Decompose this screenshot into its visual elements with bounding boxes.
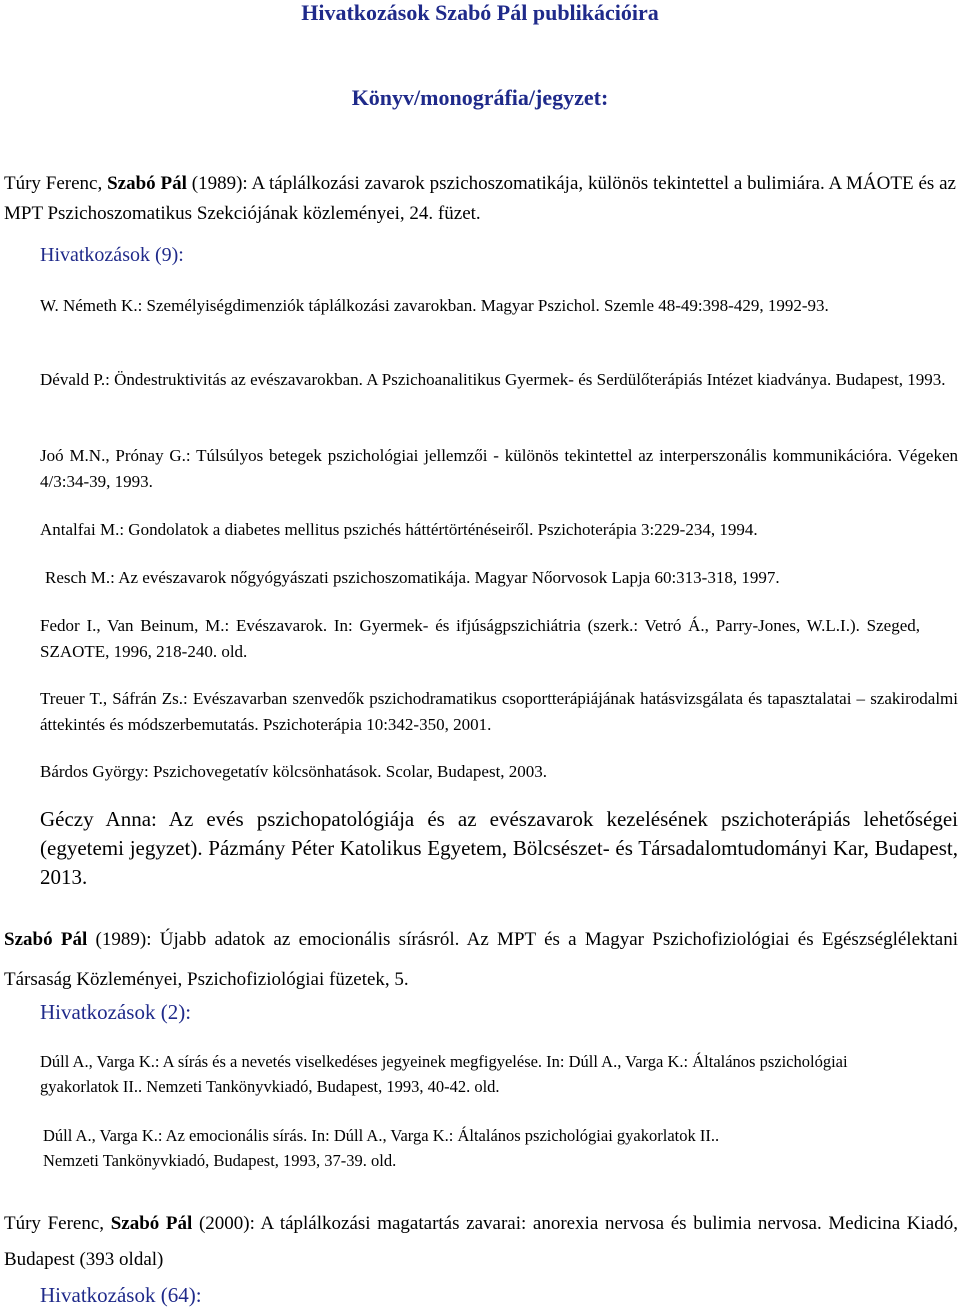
publication-author-highlight: Szabó Pál — [4, 929, 88, 950]
citation-item: Dévald P.: Öndestruktivitás az evészavarokban. A Pszichoanalitikus Gyermek- és Serdülőterápiás Intézet kiadványa. Budapest, 1993. — [40, 370, 946, 389]
section-subtitle: Könyv/monográfia/jegyzet: — [351, 85, 609, 110]
publication-entry — [4, 169, 956, 229]
citation-item: Treuer T., Sáfrán Zs.: Evészavarban szenvedők pszichodramatikus csoportterápiájának hatásvizsgálata és tapasztalatai – szakirodalmi áttekintés és módszerbemutatás. Pszichoterápia 10:342-350, 2001. — [40, 689, 958, 734]
citation-item: Antalfai M.: Gondolatok a diabetes mellitus pszichés háttértörténéseiről. Pszichoterápia 3:229-234, 1994. — [40, 520, 758, 539]
citations-header: Hivatkozások (9): — [40, 244, 184, 266]
citations-header: Hivatkozások (2): — [40, 1000, 192, 1024]
publication-details: (2000): A táplálkozási magatartás zavarai: anorexia nervosa és bulimia nervosa. Medicina Kiadó, Budapest (393 oldal) — [4, 1213, 958, 1270]
citation-item: Géczy Anna: Az evés pszichopatológiája és az evészavarok kezelésének pszichoterápiás lehetőségei (egyetemi jegyzet). Pázmány Péter Katolikus Egyetem, Bölcsészet- és Társadalomtudományi Kar, Budapest, 2013. — [40, 807, 958, 889]
publication-authors: Túry Ferenc, — [4, 173, 108, 194]
publication-details: (1989): A táplálkozási zavarok pszichoszomatikája, különös tekintettel a bulimiára. A MÁOTE és az MPT Pszichoszomatikus Szekciójának közleményei, 24. füzet. — [4, 173, 956, 224]
publication-entry — [4, 1206, 958, 1278]
page-title: Hivatkozások Szabó Pál publikációira — [301, 0, 659, 25]
publication-entry — [4, 920, 958, 1000]
citation-item: Resch M.: Az evészavarok nőgyógyászati pszichoszomatikája. Magyar Nőorvosok Lapja 60:313-318, 1997. — [45, 568, 780, 587]
citation-item: W. Németh K.: Személyiségdimenziók táplálkozási zavarokban. Magyar Pszichol. Szemle 48-49:398-429, 1992-93. — [40, 296, 829, 315]
citation-item: Joó M.N., Prónay G.: Túlsúlyos betegek pszichológiai jellemzői - különös tekintettel az interperszonális kommunikációra. Végeken 4/3:34-39, 1993. — [40, 446, 958, 491]
citation-item: Dúll A., Varga K.: Az emocionális sírás. In: Dúll A., Varga K.: Általános pszichológiai gyakorlatok II.. Nemzeti Tankönyvkiadó, Budapest, 1993, 37-39. old. — [43, 1126, 720, 1170]
publication-details: (1989): Újabb adatok az emocionális sírásról. Az MPT és a Magyar Pszichofiziológiai és Egészséglélektani Társaság Közleményei, Pszichofiziológiai füzetek, 5. — [4, 929, 958, 990]
citation-item: Bárdos György: Pszichovegetatív kölcsönhatások. Scolar, Budapest, 2003. — [40, 762, 548, 781]
publication-authors: Túry Ferenc, — [4, 1213, 111, 1234]
publication-author-highlight: Szabó Pál — [110, 1213, 193, 1234]
citations-header: Hivatkozások (64): — [40, 1283, 202, 1307]
citation-item: Fedor I., Van Beinum, M.: Evészavarok. In: Gyermek- és ifjúságpszichiátria (szerk.: Vetró Á., Parry-Jones, W.L.I.). Szeged, SZAOTE, 1996, 218-240. old. — [40, 616, 920, 661]
citation-item: Dúll A., Varga K.: A sírás és a nevetés viselkedéses jegyeinek megfigyelése. In: Dúll A., Varga K.: Általános pszichológiai gyakorlatok II.. Nemzeti Tankönyvkiadó, Budapest, 1993, 40-42. old. — [40, 1052, 848, 1096]
publication-author-highlight: Szabó Pál — [107, 173, 187, 194]
